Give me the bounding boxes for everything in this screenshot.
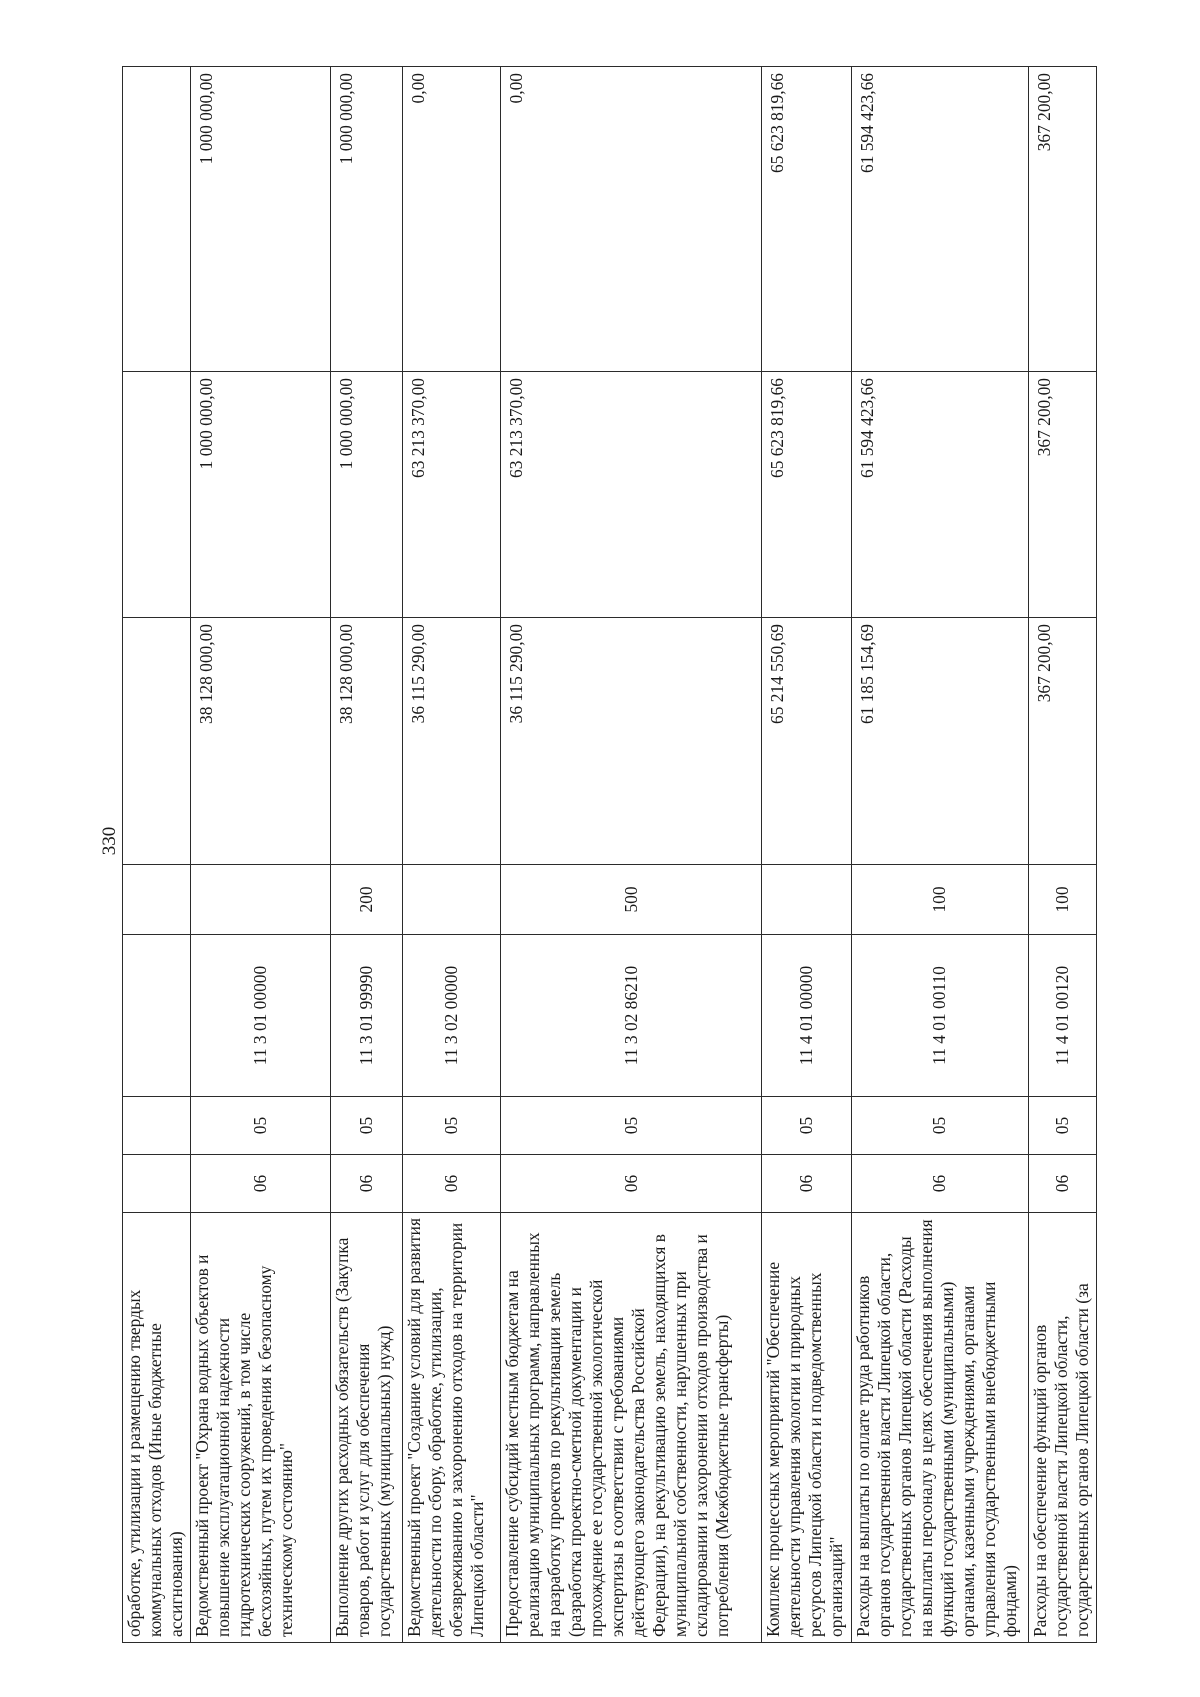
cell-target: 11 3 01 00000 xyxy=(191,935,331,1097)
cell-target: 11 4 01 00120 xyxy=(1028,935,1096,1097)
cell-sum-2: 61 594 423,66 xyxy=(851,372,1028,618)
cell-sum-3: 65 623 819,66 xyxy=(761,67,851,372)
table-row xyxy=(403,67,501,1643)
budget-table-wrapper xyxy=(122,67,1097,1643)
cell-section: 05 xyxy=(851,1097,1028,1155)
cell-sum-1: 38 128 000,00 xyxy=(330,618,402,865)
cell-section: 05 xyxy=(191,1097,331,1155)
cell-ministry: 06 xyxy=(501,1155,762,1213)
cell-sum-3: 367 200,00 xyxy=(1028,67,1096,372)
cell-section: 05 xyxy=(403,1097,501,1155)
cell-target: 11 3 01 99990 xyxy=(330,935,402,1097)
cell-expense-type xyxy=(123,865,191,935)
cell-sum-3: 1 000 000,00 xyxy=(191,67,331,372)
cell-sum-3: 1 000 000,00 xyxy=(330,67,402,372)
cell-sum-3: 61 594 423,66 xyxy=(851,67,1028,372)
table-row xyxy=(123,67,191,1643)
cell-sum-2: 63 213 370,00 xyxy=(501,372,762,618)
cell-sum-2: 1 000 000,00 xyxy=(330,372,402,618)
budget-table xyxy=(122,66,1097,1643)
cell-sum-1: 61 185 154,69 xyxy=(851,618,1028,865)
cell-target: 11 4 01 00000 xyxy=(761,935,851,1097)
cell-section: 05 xyxy=(1028,1097,1096,1155)
cell-sum-3: 0,00 xyxy=(403,67,501,372)
table-row xyxy=(501,67,762,1643)
cell-name: Ведомственный проект "Создание условий для развития деятельности по сбору, обработке, утилизации, обезвреживанию и захоронению отходов на территории Липецкой области" xyxy=(403,1213,501,1643)
cell-expense-type xyxy=(761,865,851,935)
cell-sum-1 xyxy=(123,618,191,865)
cell-section: 05 xyxy=(761,1097,851,1155)
table-row xyxy=(761,67,851,1643)
cell-expense-type: 100 xyxy=(851,865,1028,935)
cell-name: Расходы на выплаты по оплате труда работников органов государственной власти Липецкой области, государственных органов Липецкой области (Расходы на выплаты персоналу в целях обеспечения выполнения функций государственными (муниципальными) органами, казенными учреждениями, органами управления государственными внебюджетными фондами) xyxy=(851,1213,1028,1643)
cell-expense-type xyxy=(191,865,331,935)
cell-sum-2 xyxy=(123,372,191,618)
cell-sum-3 xyxy=(123,67,191,372)
cell-expense-type xyxy=(403,865,501,935)
cell-section: 05 xyxy=(501,1097,762,1155)
cell-sum-1: 65 214 550,69 xyxy=(761,618,851,865)
cell-ministry: 06 xyxy=(851,1155,1028,1213)
cell-ministry: 06 xyxy=(330,1155,402,1213)
cell-ministry: 06 xyxy=(1028,1155,1096,1213)
cell-sum-1: 36 115 290,00 xyxy=(403,618,501,865)
cell-ministry: 06 xyxy=(191,1155,331,1213)
page-number: 330 xyxy=(99,826,120,856)
cell-expense-type: 100 xyxy=(1028,865,1096,935)
cell-section xyxy=(123,1097,191,1155)
cell-sum-2: 63 213 370,00 xyxy=(403,372,501,618)
cell-name: Расходы на обеспечение функций органов государственной власти Липецкой области, государственных органов Липецкой области (за xyxy=(1028,1213,1096,1643)
cell-expense-type: 500 xyxy=(501,865,762,935)
cell-sum-2: 1 000 000,00 xyxy=(191,372,331,618)
cell-sum-2: 65 623 819,66 xyxy=(761,372,851,618)
cell-target: 11 3 02 86210 xyxy=(501,935,762,1097)
cell-target: 11 4 01 00110 xyxy=(851,935,1028,1097)
cell-name: Ведомственный проект "Охрана водных объектов и повышение эксплуатационной надежности гидротехнических сооружений, в том числе бесхозяйных, путем их проведения к безопасному техническому состоянию" xyxy=(191,1213,331,1643)
cell-sum-1: 36 115 290,00 xyxy=(501,618,762,865)
cell-section: 05 xyxy=(330,1097,402,1155)
table-row xyxy=(191,67,331,1643)
cell-ministry: 06 xyxy=(761,1155,851,1213)
cell-sum-3: 0,00 xyxy=(501,67,762,372)
cell-ministry xyxy=(123,1155,191,1213)
cell-target: 11 3 02 00000 xyxy=(403,935,501,1097)
table-row xyxy=(1028,67,1096,1643)
table-body xyxy=(123,67,1097,1643)
cell-sum-2: 367 200,00 xyxy=(1028,372,1096,618)
cell-expense-type: 200 xyxy=(330,865,402,935)
cell-name: Выполнение других расходных обязательств (Закупка товаров, работ и услуг для обеспечения государственных (муниципальных) нужд) xyxy=(330,1213,402,1643)
cell-name: Предоставление субсидий местным бюджетам на реализацию муниципальных программ, направленных на разработку проектов по рекультивации земель (разработка проектно-сметной документации и прохождение ее государственной экологической экспертизы в соответствии с требованиями действующего законодательства Российской Федерации), на рекультивацию земель, находящихся в муниципальной собственности, нарушенных при складировании и захоронении отходов производства и потребления (Межбюджетные трансферты) xyxy=(501,1213,762,1643)
cell-sum-1: 38 128 000,00 xyxy=(191,618,331,865)
table-row xyxy=(330,67,402,1643)
cell-sum-1: 367 200,00 xyxy=(1028,618,1096,865)
cell-name: обработке, утилизации и размещению твердых коммунальных отходов (Иные бюджетные ассигнования) xyxy=(123,1213,191,1643)
table-row xyxy=(851,67,1028,1643)
cell-target xyxy=(123,935,191,1097)
cell-ministry: 06 xyxy=(403,1155,501,1213)
cell-name: Комплекс процессных мероприятий "Обеспечение деятельности управления экологии и природных ресурсов Липецкой области и подведомственных организаций" xyxy=(761,1213,851,1643)
